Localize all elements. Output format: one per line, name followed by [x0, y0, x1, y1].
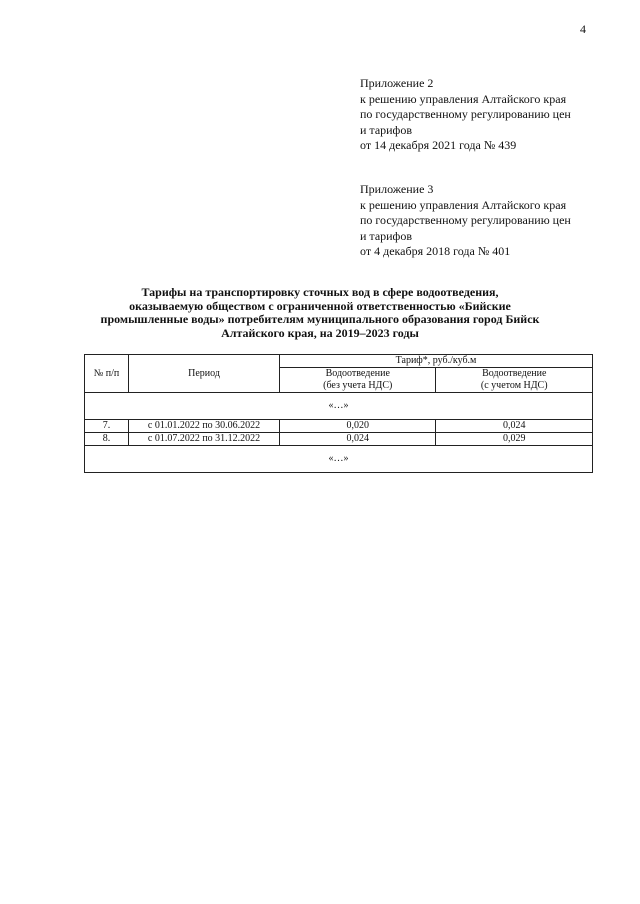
header-tariff-group: Тариф*, руб./куб.м — [280, 355, 593, 368]
header-num: № п/п — [85, 355, 129, 393]
header-with-vat-line: Водоотведение — [482, 368, 547, 379]
appendix-2-line: по государственному регулированию цен — [360, 107, 571, 122]
appendix-3-line: к решению управления Алтайского края — [360, 197, 567, 212]
appendix-3-line: Приложение 3 — [360, 182, 434, 196]
header-with-vat — [436, 368, 593, 393]
cell-without-vat: 0,020 — [280, 420, 436, 433]
title-line: Тарифы на транспортировку сточных вод в сфере водоотведения, — [141, 285, 499, 299]
title-line: Алтайского края, на 2019–2023 годы — [221, 325, 419, 340]
title-line: оказываемую обществом с ограниченной ответственностью «Бийские — [129, 298, 511, 313]
appendix-2-line: Приложение 2 — [360, 76, 434, 90]
ellipsis-cell: «…» — [85, 446, 593, 473]
appendix-2-block — [360, 76, 610, 154]
cell-period: с 01.01.2022 по 30.06.2022 — [129, 420, 280, 433]
appendix-3-line: от 4 декабря 2018 года № 401 — [360, 244, 511, 259]
appendix-2-line: от 14 декабря 2021 года № 439 — [360, 138, 517, 153]
table-header-row — [85, 355, 593, 368]
ellipsis-cell: «…» — [85, 393, 593, 420]
appendix-2-line: и тарифов — [360, 122, 413, 137]
cell-num: 7. — [85, 420, 129, 433]
cell-with-vat: 0,024 — [436, 420, 593, 433]
header-without-vat — [280, 368, 436, 393]
table-row — [85, 433, 593, 446]
cell-period: с 01.07.2022 по 31.12.2022 — [129, 433, 280, 446]
appendix-2-line: к решению управления Алтайского края — [360, 91, 567, 106]
title-line: промышленные воды» потребителям муниципального образования город Бийск — [100, 312, 540, 326]
header-without-vat-line: Водоотведение — [325, 368, 390, 379]
table-row — [85, 420, 593, 433]
cell-num: 8. — [85, 433, 129, 446]
cell-with-vat: 0,029 — [436, 433, 593, 446]
appendix-3-line: по государственному регулированию цен — [360, 213, 571, 228]
appendix-3-line: и тарифов — [360, 228, 413, 243]
table-row-ellipsis — [85, 393, 593, 420]
appendix-3-block — [360, 182, 610, 260]
document-title — [80, 286, 560, 340]
header-with-vat-line: (с учетом НДС) — [480, 380, 548, 391]
table-row-ellipsis — [85, 446, 593, 473]
tariff-table — [84, 354, 593, 473]
header-period: Период — [129, 355, 280, 393]
cell-without-vat: 0,024 — [280, 433, 436, 446]
header-without-vat-line: (без учета НДС) — [323, 380, 393, 391]
page-number: 4 — [580, 22, 586, 36]
